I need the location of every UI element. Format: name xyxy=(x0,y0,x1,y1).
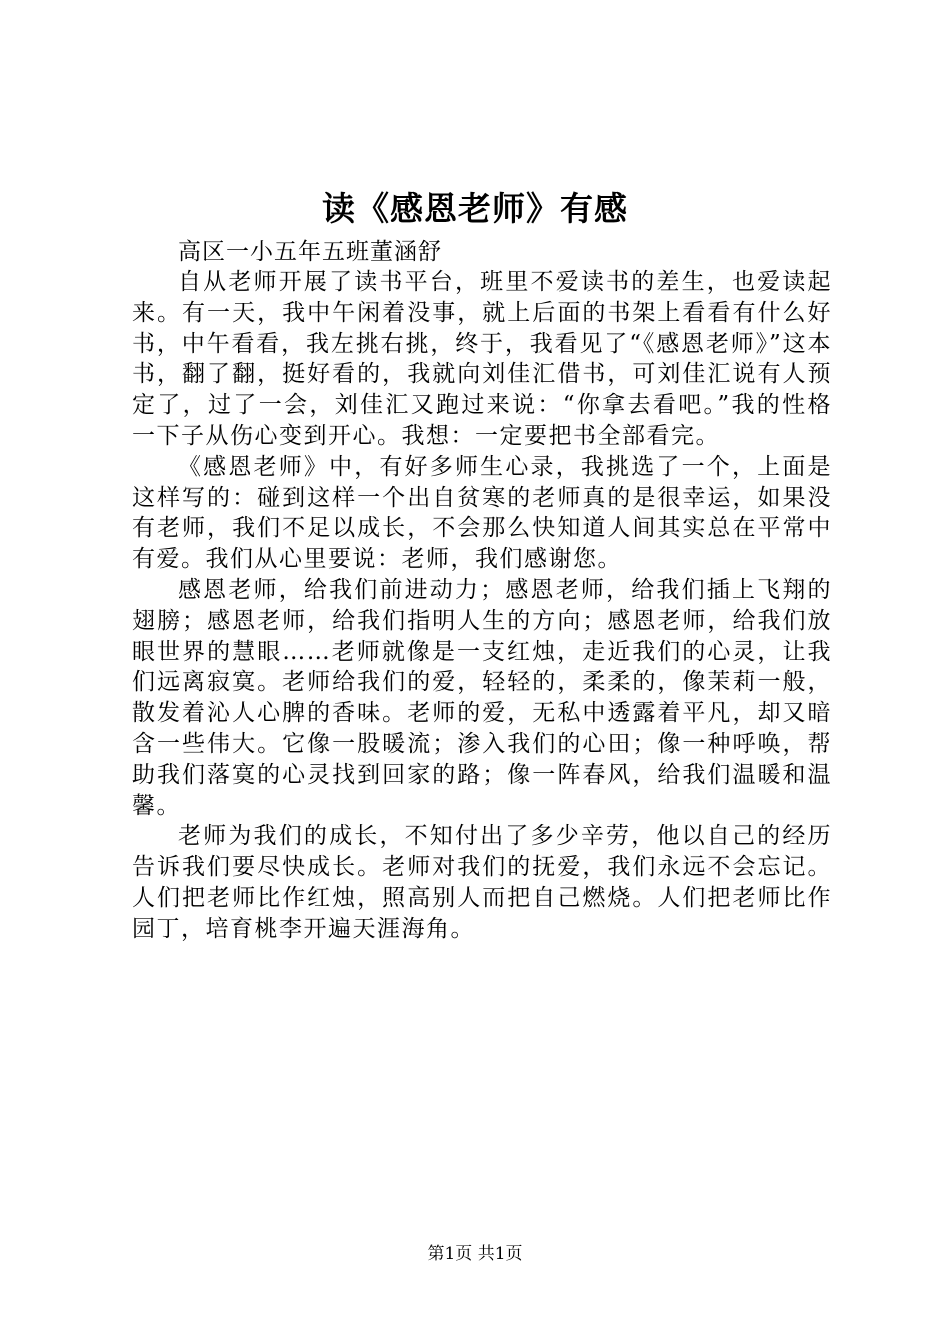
paragraph-4: 老师为我们的成长，不知付出了多少辛劳，他以自己的经历告诉我们要尽快成长。老师对我们的抚爱，我们永远不会忘记。人们把老师比作红烛，照高别人而把自己燃烧。人们把老师比作园丁，培育桃李开遍天涯海角。 xyxy=(132,823,832,942)
page-footer: 第1页 共1页 xyxy=(427,1244,523,1264)
paragraph-3: 感恩老师，给我们前进动力；感恩老师，给我们插上飞翔的翅膀；感恩老师，给我们指明人生的方向；感恩老师，给我们放眼世界的慧眼……老师就像是一支红烛，走近我们的心灵，让我们远离寂寞。老师给我们的爱，轻轻的，柔柔的，像茉莉一般，散发着沁人心脾的香味。老师的爱，无私中透露着平凡，却又暗含一些伟大。它像一股暖流；渗入我们的心田；像一种呼唤，帮助我们落寞的心灵找到回家的路；像一阵春风，给我们温暖和温馨。 xyxy=(132,576,832,819)
author-line: 高区一小五年五班董涵舒 xyxy=(178,239,442,265)
paragraph-2: 《感恩老师》中，有好多师生心录，我挑选了一个，上面是这样写的：碰到这样一个出自贫寒的老师真的是很幸运，如果没有老师，我们不足以成长，不会那么快知道人间其实总在平常中有爱。我们从心里要说：老师，我们感谢您。 xyxy=(132,453,832,573)
document-title: 读《感恩老师》有感 xyxy=(322,189,628,228)
document-body xyxy=(132,238,832,945)
paragraph-1: 自从老师开展了读书平台，班里不爱读书的差生，也爱读起来。有一天，我中午闲着没事，就上后面的书架上看看有什么好书，中午看看，我左挑右挑，终于，我看见了“《感恩老师》”这本书，翻了翻，挺好看的，我就向刘佳汇借书，可刘佳汇说有人预定了，过了一会，刘佳汇又跑过来说：“你拿去看吧。”我的性格一下子从伤心变到开心。我想：一定要把书全部看完。 xyxy=(132,269,832,449)
